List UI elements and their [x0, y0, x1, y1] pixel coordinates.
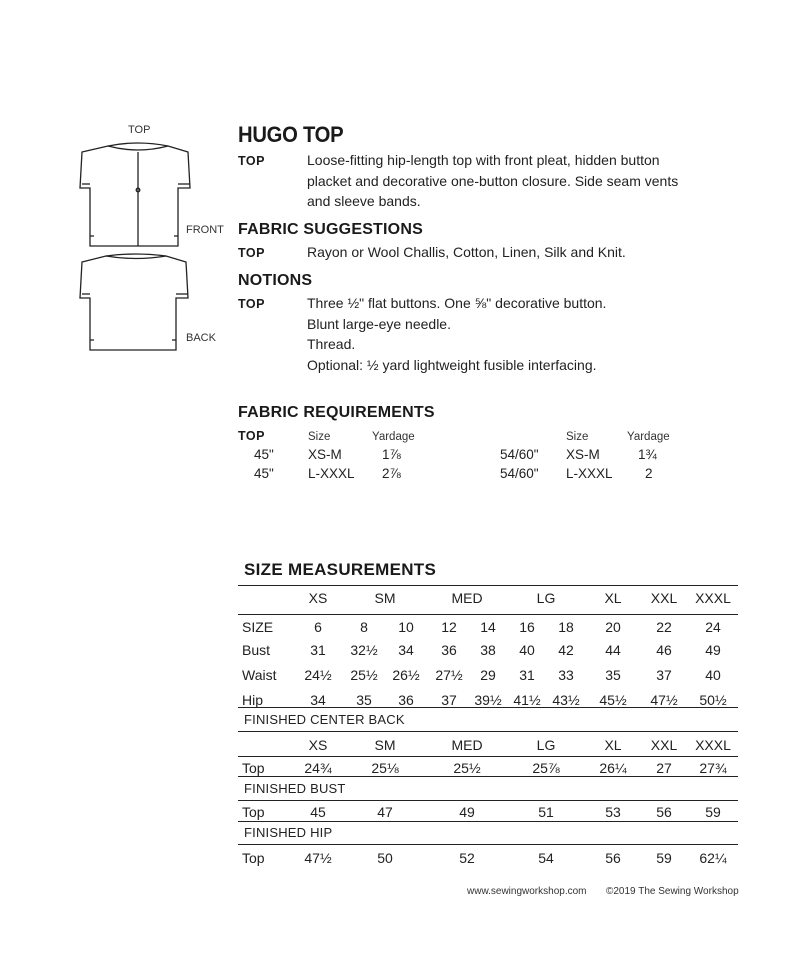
size-group-label: XL — [604, 590, 622, 606]
measure-cell: 46 — [656, 642, 672, 658]
table-rule — [238, 614, 738, 615]
size-group-label: SM — [374, 737, 396, 753]
finished-bust-heading: FINISHED BUST — [244, 781, 346, 796]
size-group-label: LG — [536, 737, 556, 753]
finished-cell: 47 — [377, 804, 393, 820]
description-line: and sleeve bands. — [307, 193, 421, 209]
fabric-suggestions-text: Rayon or Wool Challis, Cotton, Linen, Silk and Knit. — [307, 244, 626, 260]
measure-cell: 45½ — [599, 692, 627, 708]
measure-cell: 6 — [314, 619, 322, 635]
req-yardage: 1¾ — [638, 447, 657, 462]
req-col-yardage-left: Yardage — [372, 431, 415, 443]
finished-cell: 27 — [656, 760, 672, 776]
req-col-yardage-right: Yardage — [627, 431, 670, 443]
req-col-size-left: Size — [308, 431, 331, 443]
req-size: XS-M — [566, 447, 600, 462]
measure-cell: 37 — [656, 667, 672, 683]
measure-cell: 34 — [398, 642, 414, 658]
size-group-label: MED — [451, 737, 483, 753]
finished-cell: 26¼ — [599, 760, 627, 776]
req-yardage: 1⅞ — [382, 447, 401, 462]
measure-cell: 36 — [398, 692, 414, 708]
measure-cell: 35 — [356, 692, 372, 708]
hugo-top-sketch-icon — [60, 118, 235, 358]
notions-list — [307, 293, 606, 375]
measure-cell: 10 — [398, 619, 414, 635]
req-width: 54/60" — [500, 447, 539, 462]
footer-copyright: ©2019 The Sewing Workshop — [606, 886, 739, 897]
measure-cell: 31 — [519, 667, 535, 683]
table-rule — [238, 585, 738, 586]
measure-cell: 35 — [605, 667, 621, 683]
req-size: L-XXXL — [566, 466, 613, 481]
fabric-suggestions-tag: TOP — [238, 246, 265, 260]
size-group-label: XL — [604, 737, 622, 753]
measure-cell: 34 — [310, 692, 326, 708]
table-rule — [238, 731, 738, 732]
measure-cell: 26½ — [392, 667, 420, 683]
description-tag: TOP — [238, 154, 265, 168]
table-rule — [238, 707, 738, 708]
footer-website: www.sewingworkshop.com — [467, 886, 587, 897]
measure-row-label: Bust — [242, 642, 271, 658]
garment-illustration — [60, 118, 235, 358]
measure-cell: 33 — [558, 667, 574, 683]
finished-cell: 25½ — [453, 760, 481, 776]
notions-line: Blunt large-eye needle. — [307, 315, 451, 332]
measure-cell: 47½ — [650, 692, 678, 708]
req-yardage: 2⅞ — [382, 466, 401, 481]
finished-row-label: Top — [242, 850, 265, 866]
finished-cell: 47½ — [304, 850, 332, 866]
fabric-requirements-tag: TOP — [238, 429, 265, 443]
measure-cell: 40 — [519, 642, 535, 658]
measure-cell: 14 — [480, 619, 496, 635]
notions-heading: NOTIONS — [238, 272, 313, 289]
measure-cell: 49 — [705, 642, 721, 658]
finished-cell: 49 — [459, 804, 475, 820]
notions-tag: TOP — [238, 297, 265, 311]
table-rule — [238, 844, 738, 845]
description-line: Loose-fitting hip-length top with front pleat, hidden button — [307, 152, 660, 168]
measure-cell: 18 — [558, 619, 574, 635]
finished-cell: 52 — [459, 850, 475, 866]
measure-cell: 22 — [656, 619, 672, 635]
measure-cell: 16 — [519, 619, 535, 635]
measure-cell: 24 — [705, 619, 721, 635]
measure-cell: 36 — [441, 642, 457, 658]
finished-cell: 56 — [605, 850, 621, 866]
size-group-label: XXXL — [695, 590, 731, 606]
measure-cell: 27½ — [435, 667, 463, 683]
description-line: placket and decorative one-button closure. Side seam vents — [307, 172, 679, 189]
finished-cell: 50 — [377, 850, 393, 866]
req-width: 45" — [254, 466, 274, 481]
req-size: XS-M — [308, 447, 342, 462]
size-group-label: XS — [308, 737, 328, 753]
finished-cell: 25⅞ — [532, 760, 560, 776]
table-rule — [238, 756, 738, 757]
finished-center-back-heading: FINISHED CENTER BACK — [244, 712, 405, 727]
measure-cell: 38 — [480, 642, 496, 658]
measure-row-label: Hip — [242, 692, 264, 708]
notions-line: Optional: ½ yard lightweight fusible interfacing. — [307, 356, 597, 373]
table-rule — [238, 821, 738, 822]
size-group-label: LG — [536, 590, 556, 606]
measure-cell: 29 — [480, 667, 496, 683]
finished-cell: 59 — [656, 850, 672, 866]
measure-cell: 43½ — [552, 692, 580, 708]
measure-cell: 41½ — [513, 692, 541, 708]
finished-cell: 24¾ — [304, 760, 332, 776]
measure-row-label: SIZE — [242, 619, 274, 635]
measure-cell: 44 — [605, 642, 621, 658]
fabric-requirements-heading: FABRIC REQUIREMENTS — [238, 404, 435, 421]
size-group-label: XXL — [650, 590, 678, 606]
measure-row-label: Waist — [242, 667, 277, 683]
finished-cell: 25⅛ — [371, 760, 399, 776]
finished-row-label: Top — [242, 760, 265, 776]
notions-line: Three ½" flat buttons. One ⅝" decorative button. — [307, 295, 607, 311]
finished-cell: 27¾ — [699, 760, 727, 776]
finished-cell: 56 — [656, 804, 672, 820]
measure-cell: 50½ — [699, 692, 727, 708]
size-group-label: SM — [374, 590, 396, 606]
finished-cell: 51 — [538, 804, 554, 820]
finished-cell: 59 — [705, 804, 721, 820]
illustration-label-top: TOP — [128, 124, 151, 136]
description-text — [307, 150, 678, 212]
measure-cell: 8 — [360, 619, 368, 635]
finished-cell: 54 — [538, 850, 554, 866]
req-width: 45" — [254, 447, 274, 462]
measure-cell: 37 — [441, 692, 457, 708]
measure-cell: 31 — [310, 642, 326, 658]
finished-cell: 62¼ — [699, 850, 727, 866]
finished-hip-heading: FINISHED HIP — [244, 825, 333, 840]
measure-cell: 39½ — [474, 692, 502, 708]
size-measurements-heading: SIZE MEASUREMENTS — [244, 560, 437, 579]
fabric-suggestions-heading: FABRIC SUGGESTIONS — [238, 221, 423, 238]
measure-cell: 25½ — [350, 667, 378, 683]
req-size: L-XXXL — [308, 466, 355, 481]
finished-row-label: Top — [242, 804, 265, 820]
req-col-size-right: Size — [566, 431, 589, 443]
table-rule — [238, 776, 738, 777]
req-width: 54/60" — [500, 466, 539, 481]
req-yardage: 2 — [645, 466, 653, 481]
finished-cell: 45 — [310, 804, 326, 820]
illustration-label-front: FRONT — [186, 224, 224, 236]
illustration-label-back: BACK — [186, 332, 216, 344]
table-rule — [238, 800, 738, 801]
measure-cell: 24½ — [304, 667, 332, 683]
size-group-label: XXL — [650, 737, 678, 753]
measure-cell: 20 — [605, 619, 621, 635]
size-group-label: XS — [308, 590, 328, 606]
measure-cell: 40 — [705, 667, 721, 683]
measure-cell: 42 — [558, 642, 574, 658]
notions-line: Thread. — [307, 336, 356, 352]
pattern-title: HUGO TOP — [238, 122, 344, 147]
finished-cell: 53 — [605, 804, 621, 820]
size-group-label: XXXL — [695, 737, 731, 753]
size-group-label: MED — [451, 590, 483, 606]
measure-cell: 32½ — [350, 642, 378, 658]
measure-cell: 12 — [441, 619, 457, 635]
